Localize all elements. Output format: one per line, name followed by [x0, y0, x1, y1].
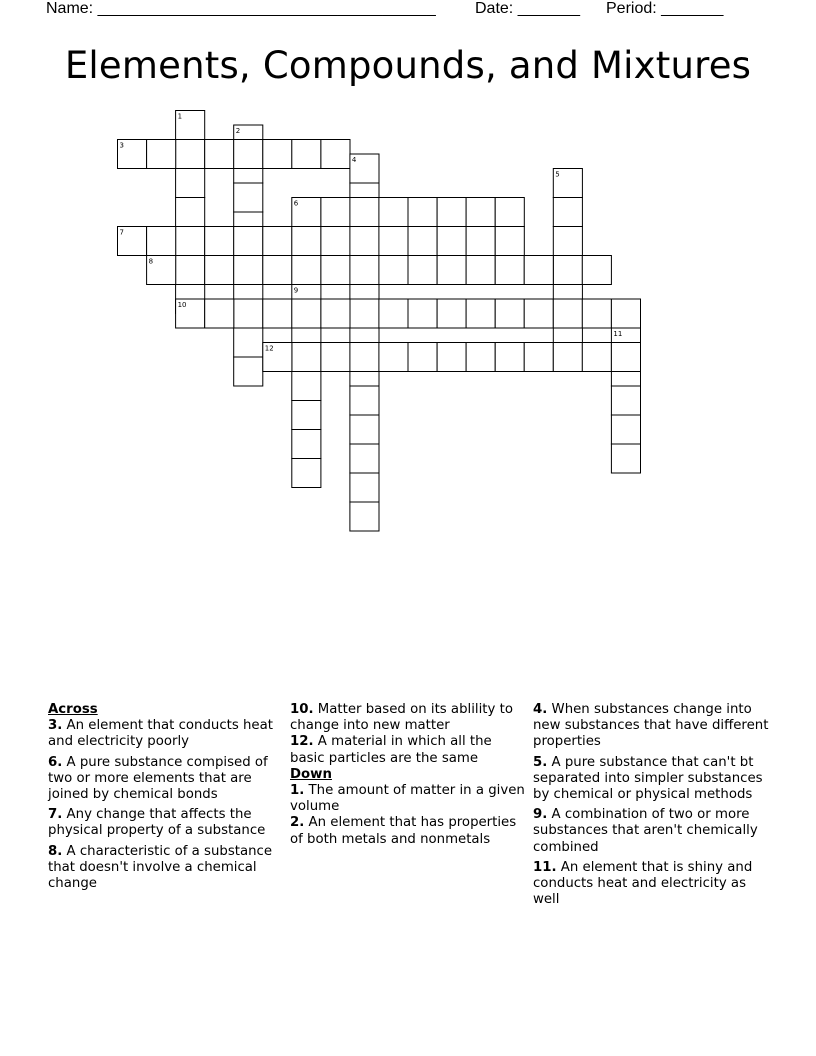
crossword-cell[interactable] — [147, 140, 176, 169]
crossword-cell[interactable] — [379, 343, 408, 372]
crossword-cell[interactable] — [408, 198, 437, 227]
page-title: Elements, Compounds, and Mixtures — [64, 44, 752, 87]
crossword-cell[interactable] — [582, 343, 611, 372]
crossword-cell[interactable] — [350, 386, 379, 415]
crossword-cell[interactable] — [379, 256, 408, 285]
across-heading: Across — [48, 702, 98, 717]
cell-number: 4 — [351, 156, 357, 164]
crossword-cell[interactable] — [437, 227, 466, 256]
crossword-cell[interactable] — [466, 227, 495, 256]
crossword-cell[interactable] — [234, 357, 263, 386]
cell-number: 9 — [293, 286, 299, 295]
clue-down-5: 5. A pure substance that can't bt separated into simpler substances by chemical or physical methods — [533, 754, 763, 803]
crossword-cell[interactable] — [524, 343, 553, 372]
crossword-cell[interactable] — [350, 502, 379, 531]
crossword-cell[interactable] — [553, 256, 582, 285]
clues-column-3 — [533, 702, 773, 912]
clues-column-1 — [48, 702, 280, 896]
crossword-cell[interactable] — [553, 299, 582, 328]
crossword-cell[interactable] — [408, 256, 437, 285]
crossword-cell[interactable] — [234, 227, 263, 256]
crossword-cell[interactable] — [205, 227, 234, 256]
clue-across-12: 12. A material in which all the basic particles are the same — [290, 734, 492, 766]
crossword-cell[interactable] — [234, 328, 263, 357]
clue-down-4: 4. When substances change into new substances that have different properties — [533, 702, 769, 750]
crossword-cell[interactable] — [292, 227, 321, 256]
crossword-cell[interactable] — [205, 140, 234, 169]
cell-number: 2 — [235, 127, 241, 135]
crossword-cell[interactable] — [176, 227, 205, 256]
clue-down-9: 9. A combination of two or more substances that aren't chemically combined — [533, 807, 758, 855]
clue-across-7: 7. Any change that affects the physical property of a substance — [48, 807, 266, 839]
date-field-label[interactable]: Date: _______ — [475, 0, 580, 17]
cell-number: 7 — [119, 228, 124, 237]
crossword-cell[interactable] — [524, 256, 553, 285]
crossword-cell[interactable] — [495, 256, 524, 285]
crossword-cell[interactable] — [292, 256, 321, 285]
crossword-cell[interactable] — [234, 183, 263, 212]
crossword-cell[interactable] — [321, 299, 350, 328]
crossword-cell[interactable] — [350, 198, 379, 227]
crossword-cell[interactable] — [292, 140, 321, 169]
crossword-cell[interactable] — [263, 256, 292, 285]
crossword-cell[interactable] — [321, 140, 350, 169]
cell-number: 5 — [555, 170, 560, 179]
crossword-cell[interactable] — [292, 299, 321, 328]
crossword-cell[interactable] — [350, 299, 379, 328]
clue-across-8: 8. A characteristic of a substance that doesn't involve a chemical change — [48, 843, 273, 892]
crossword-cell[interactable] — [495, 299, 524, 328]
crossword-cell[interactable] — [234, 256, 263, 285]
crossword-cell[interactable] — [234, 140, 263, 169]
crossword-cell[interactable] — [437, 198, 466, 227]
crossword-cell[interactable] — [495, 343, 524, 372]
crossword-cell[interactable] — [553, 343, 582, 372]
cell-number: 6 — [293, 199, 299, 208]
crossword-cell[interactable] — [292, 401, 321, 430]
crossword-cell[interactable] — [263, 299, 292, 328]
crossword-cell[interactable] — [553, 198, 582, 227]
crossword-cell[interactable] — [350, 256, 379, 285]
crossword-cell[interactable] — [408, 227, 437, 256]
crossword-cell[interactable] — [437, 343, 466, 372]
crossword-cell[interactable] — [176, 169, 205, 198]
crossword-cell[interactable] — [495, 227, 524, 256]
crossword-cell[interactable] — [582, 256, 611, 285]
crossword-cell[interactable] — [350, 343, 379, 372]
crossword-cell[interactable] — [466, 299, 495, 328]
crossword-cell[interactable] — [263, 227, 292, 256]
crossword-cell[interactable] — [582, 299, 611, 328]
crossword-cell[interactable] — [205, 256, 234, 285]
cell-number: 8 — [148, 257, 154, 266]
crossword-cell[interactable] — [553, 227, 582, 256]
crossword-cell[interactable] — [466, 198, 495, 227]
crossword-cell[interactable] — [437, 299, 466, 328]
crossword-cell[interactable] — [292, 430, 321, 459]
crossword-cell[interactable] — [176, 198, 205, 227]
crossword-cell[interactable] — [176, 256, 205, 285]
name-field-label[interactable]: Name: ______________________________________ — [46, 0, 436, 17]
cell-number: 11 — [613, 330, 623, 338]
crossword-cell[interactable] — [321, 343, 350, 372]
down-heading: Down — [290, 766, 332, 782]
crossword-cell[interactable] — [611, 299, 640, 328]
cell-number: 1 — [177, 112, 183, 121]
crossword-cell[interactable] — [205, 299, 234, 328]
crossword-cell[interactable] — [379, 198, 408, 227]
period-field-label[interactable]: Period: _______ — [606, 0, 724, 17]
clue-across-10: 10. Matter based on its ablility to change into new matter — [290, 702, 513, 734]
crossword-cell[interactable] — [321, 227, 350, 256]
crossword-cell[interactable] — [408, 343, 437, 372]
clues-column-2 — [290, 702, 526, 848]
crossword-cell[interactable] — [176, 140, 205, 169]
cell-number: 10 — [177, 301, 187, 309]
crossword-cell[interactable] — [466, 343, 495, 372]
crossword-cell[interactable] — [437, 256, 466, 285]
crossword-cell[interactable] — [611, 343, 640, 372]
crossword-cell[interactable] — [408, 299, 437, 328]
crossword-cell[interactable] — [292, 343, 321, 372]
crossword-cell[interactable] — [466, 256, 495, 285]
clue-across-6: 6. A pure substance compised of two or more elements that are joined by chemical bonds — [48, 754, 268, 803]
cell-number: 12 — [264, 344, 274, 353]
crossword-cell[interactable] — [321, 198, 350, 227]
crossword-cell[interactable] — [350, 227, 379, 256]
crossword-cell[interactable] — [524, 299, 553, 328]
crossword-cell[interactable] — [263, 140, 292, 169]
crossword-cell[interactable] — [292, 459, 321, 488]
clue-down-1: 1. The amount of matter in a given volume — [290, 783, 525, 815]
crossword-cell[interactable] — [350, 473, 379, 502]
clue-down-2: 2. An element that has properties of both metals and nonmetals — [290, 815, 517, 847]
cell-number: 3 — [119, 141, 124, 150]
crossword-cell[interactable] — [379, 299, 408, 328]
crossword-cell[interactable] — [147, 227, 176, 256]
crossword-cell[interactable] — [611, 444, 640, 473]
crossword-cell[interactable] — [611, 415, 640, 444]
crossword-cell[interactable] — [495, 198, 524, 227]
crossword-cell[interactable] — [379, 227, 408, 256]
clue-across-3: 3. An element that conducts heat and electricity poorly — [48, 718, 273, 750]
crossword-cell[interactable] — [321, 256, 350, 285]
crossword-cell[interactable] — [350, 415, 379, 444]
crossword-cell[interactable] — [234, 299, 263, 328]
crossword-cell[interactable] — [292, 372, 321, 401]
crossword-cell[interactable] — [350, 444, 379, 473]
crossword-cell[interactable] — [611, 386, 640, 415]
clue-down-11: 11. An element that is shiny and conducts heat and electricity as well — [533, 859, 753, 908]
